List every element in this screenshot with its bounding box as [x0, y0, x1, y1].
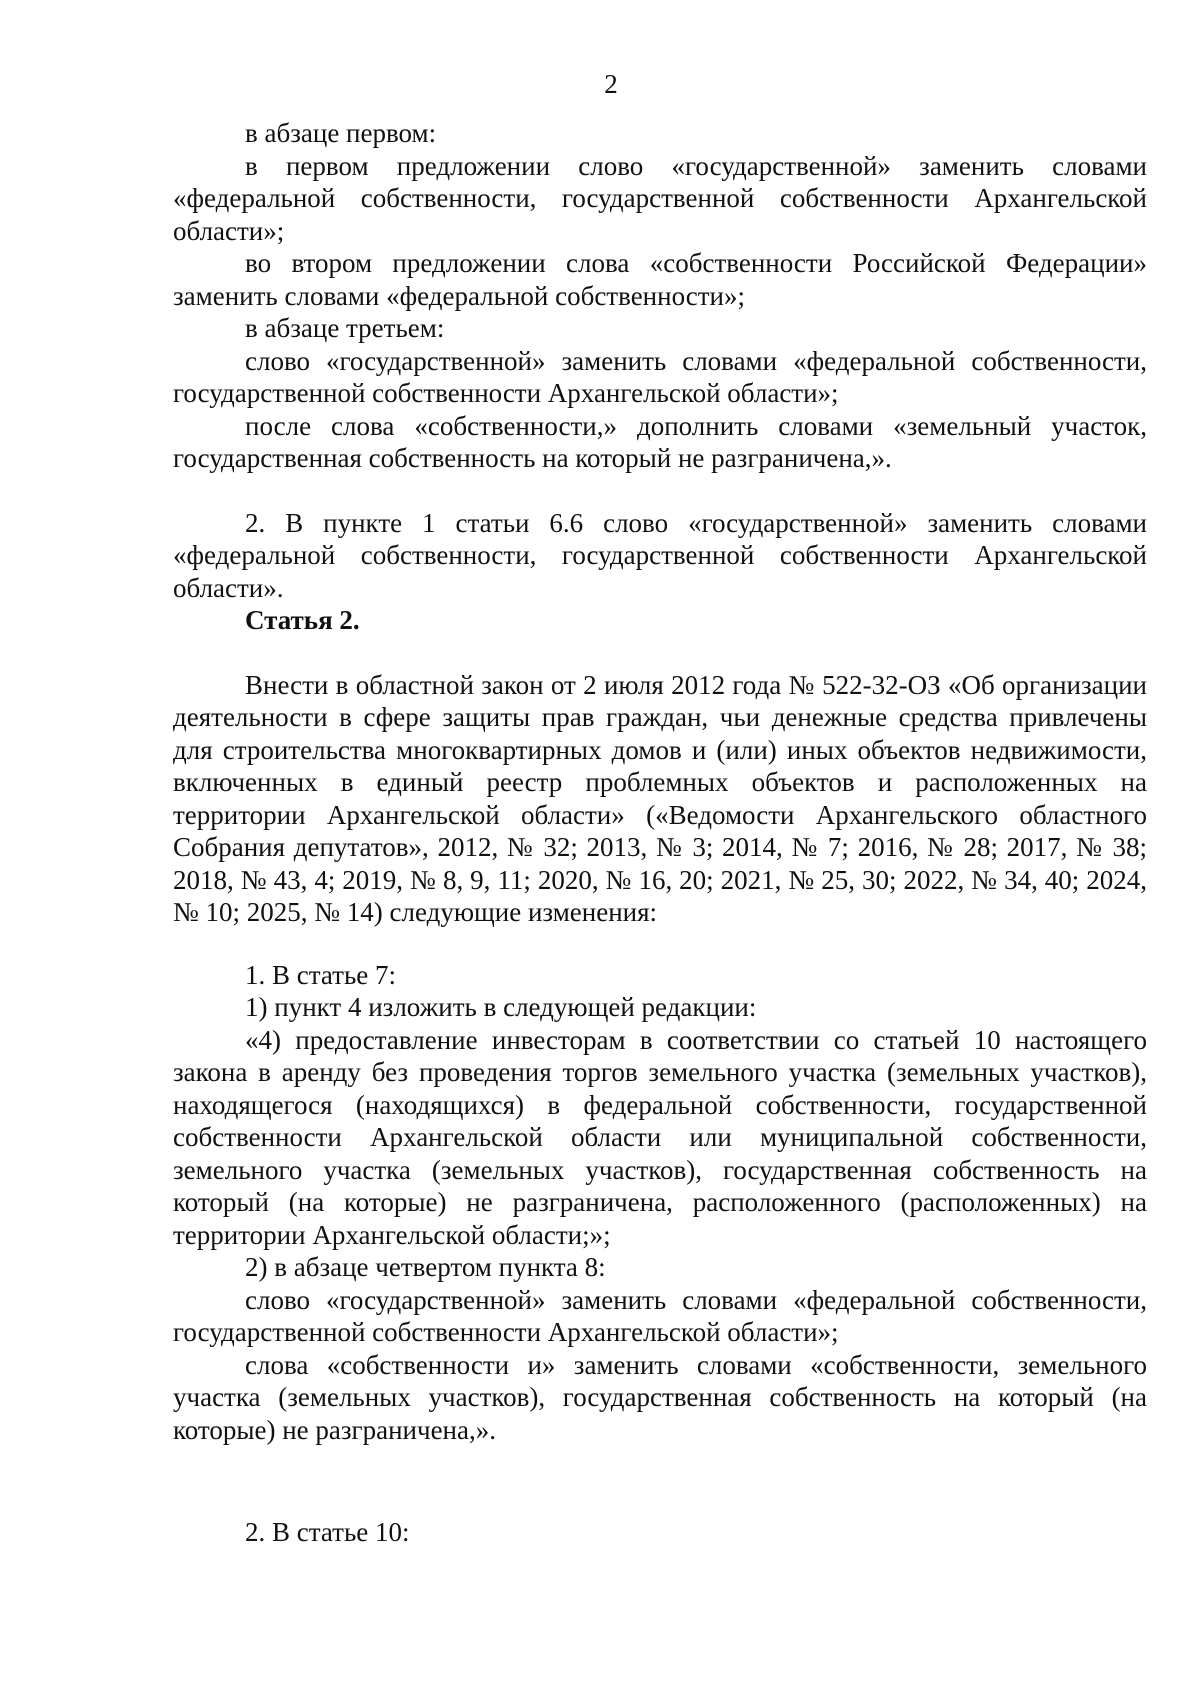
- paragraph: 1. В статье 7:: [245, 959, 397, 990]
- paragraph: 2. В пункте 1 статьи 6.6 слово «государственной» заменить словами «федеральной собственности, государственной собственности Архангельской области».: [173, 507, 1147, 603]
- paragraph: слово «государственной» заменить словами «федеральной собственности, государственной собственности Архангельской области»;: [173, 345, 1147, 408]
- paragraph: во втором предложении слова «собственности Российской Федерации» заменить словами «федеральной собственности»;: [173, 248, 1147, 311]
- paragraph: слова «собственности и» заменить словами «собственности, земельного участка (земельных участков), государственная собственность на который (на которые) не разграничена,».: [173, 1349, 1147, 1445]
- document-body: [173, 117, 1147, 1549]
- paragraph: 1) пункт 4 изложить в следующей редакции:: [245, 992, 757, 1022]
- paragraph: в абзаце первом:: [245, 118, 437, 148]
- page-number: 2: [604, 69, 618, 99]
- article-heading: Статья 2.: [245, 605, 360, 635]
- paragraph: «4) предоставление инвесторам в соответствии со статьей 10 настоящего закона в аренду без проведения торгов земельного участка (земельных участков), находящегося (находящихся) в федеральной собственности, государственной собственности Архангельской области или муниципальной собственности, земельного участка (земельных участков), государственная собственность на который (на которые) не разграничена, расположенного (расположенных) на территории Архангельской области;»;: [173, 1024, 1147, 1250]
- paragraph: 2) в абзаце четвертом пункта 8:: [245, 1252, 606, 1282]
- paragraph: в первом предложении слово «государственной» заменить словами «федеральной собственности, государственной собственности Архангельской области»;: [173, 150, 1147, 246]
- paragraph: 2. В статье 10:: [245, 1517, 410, 1547]
- paragraph: слово «государственной» заменить словами «федеральной собственности, государственной собственности Архангельской области»;: [173, 1284, 1147, 1347]
- paragraph: после слова «собственности,» дополнить словами «земельный участок, государственная собственность на который не разграничена,».: [173, 410, 1147, 473]
- paragraph: в абзаце третьем:: [245, 313, 445, 343]
- paragraph: Внести в областной закон от 2 июля 2012 года № 522-32-ОЗ «Об организации деятельности в сфере защиты прав граждан, чьи денежные средства привлечены для строительства многоквартирных домов и (или) иных объектов недвижимости, включенных в единый реестр проблемных объектов и расположенных на территории Архангельской области» («Ведомости Архангельского областного Собрания депутатов», 2012, № 32; 2013, № 3; 2014, № 7; 2016, № 28; 2017, № 38; 2018, № 43, 4; 2019, № 8, 9, 11; 2020, № 16, 20; 2021, № 25, 30; 2022, № 34, 40; 2024, № 10; 2025, № 14) следующие изменения:: [173, 669, 1147, 927]
